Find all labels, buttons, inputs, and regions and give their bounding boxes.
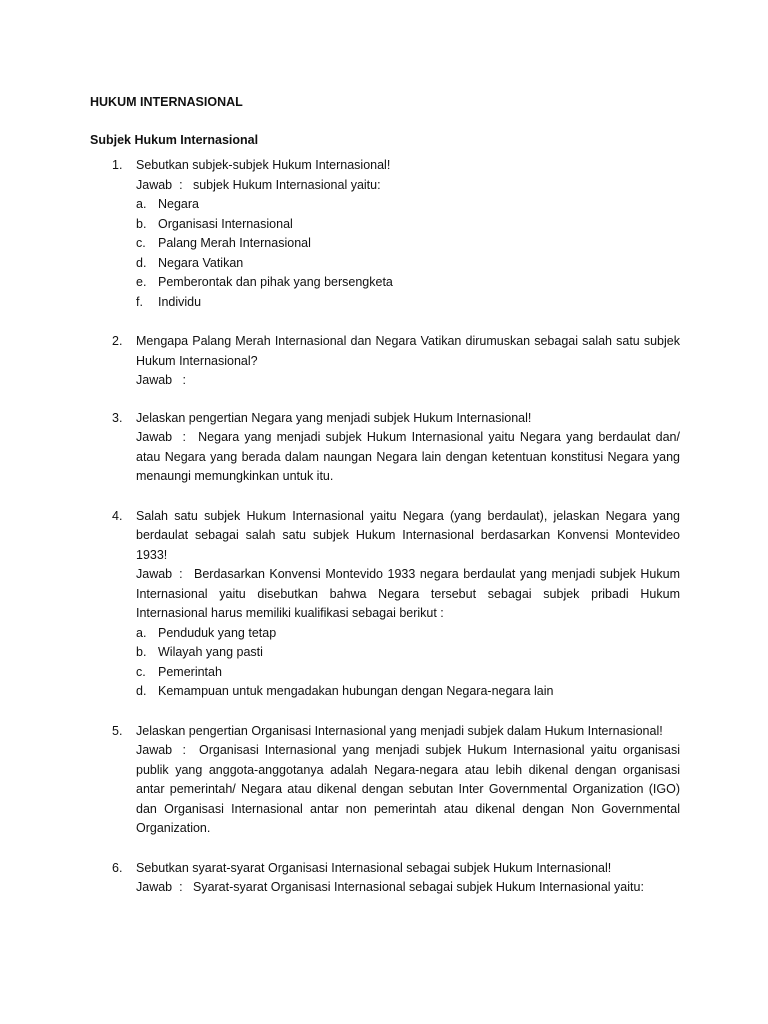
list-letter: e. [136, 275, 147, 289]
question-text: Sebutkan subjek-subjek Hukum Internasional! [136, 158, 391, 172]
answer-text: Berdasarkan Konvensi Montevido 1933 negara berdaulat yang menjadi subjek Hukum Internasional yaitu disebutkan bahwa Negara tersebut sebagai subjek pribadi Hukum Internasional harus memiliki kualifikasi sebagai berikut : [136, 567, 680, 620]
list-letter: b. [136, 645, 147, 659]
list-item-text: Penduduk yang tetap [158, 625, 277, 640]
list-letter: b. [136, 216, 147, 231]
list-item [136, 215, 680, 235]
answer-text: subjek Hukum Internasional yaitu: [192, 177, 381, 192]
answer-list [136, 624, 680, 702]
question-text: Mengapa Palang Merah Internasional dan Negara Vatikan dirumuskan sebagai salah satu subjek Hukum Internasional? [136, 334, 680, 368]
list-item-text: Organisasi Internasional [158, 216, 293, 231]
list-item-text: Negara [158, 197, 199, 211]
list-letter: a. [136, 625, 147, 640]
list-letter: f. [136, 294, 143, 309]
answer [136, 176, 680, 196]
question-1 [90, 156, 680, 312]
document-title: HUKUM INTERNASIONAL [90, 95, 243, 109]
list-item [136, 234, 680, 254]
question-5 [90, 722, 680, 839]
list-letter: c. [136, 236, 146, 250]
answer [136, 741, 680, 839]
answer-text: Organisasi Internasional yang menjadi subjek Hukum Internasional yaitu organisasi publik yang anggota-anggotanya adalah Negara-negara atau lebih dikenal dengan organisasi antar pemerintah/ Negara atau dikenal dengan sebutan Inter Governmental Organization (IGO) dan Organisasi Internasional antar non pemerintah atau dikenal dengan Non Governmental Organization. [136, 743, 680, 835]
list-item [136, 195, 680, 215]
list-letter: a. [136, 197, 147, 211]
answer [136, 371, 680, 391]
question-6 [90, 859, 680, 898]
list-item-text: Individu [158, 294, 202, 309]
list-item [136, 663, 680, 683]
list-letter: c. [136, 664, 146, 679]
question-text: Sebutkan syarat-syarat Organisasi Internasional sebagai subjek Hukum Internasional! [136, 860, 612, 875]
question-number: 6. [112, 860, 123, 875]
question-number: 1. [112, 158, 123, 172]
question-number: 5. [112, 723, 123, 738]
list-item [136, 254, 680, 274]
answer [136, 878, 680, 898]
answer-text: Negara yang menjadi subjek Hukum Internasional yaitu Negara yang berdaulat dan/ atau Negara yang berada dalam naungan Negara lain dengan ketentuan konstitusi Negara yang menaungi memungkinkan untuk itu. [136, 430, 680, 483]
question-text: Jelaskan pengertian Negara yang menjadi subjek Hukum Internasional! [136, 410, 532, 425]
list-item [136, 624, 680, 644]
question-text: Jelaskan pengertian Organisasi Internasional yang menjadi subjek dalam Hukum Internasional! [136, 723, 663, 738]
list-item-text: Kemampuan untuk mengadakan hubungan dengan Negara-negara lain [158, 684, 554, 698]
answer-label: Jawab : [136, 880, 190, 894]
answer [136, 565, 680, 624]
list-letter: d. [136, 684, 147, 698]
answer [136, 428, 680, 487]
question-number: 3. [112, 410, 123, 425]
answer-list [136, 195, 680, 312]
answer-label: Jawab : [136, 430, 193, 444]
list-item [136, 643, 680, 663]
answer-label: Jawab : [136, 743, 193, 757]
question-text: Salah satu subjek Hukum Internasional yaitu Negara (yang berdaulat), jelaskan Negara yang berdaulat sebagai salah satu subjek Hukum Internasional berdasarkan Konvensi Montevideo 1933! [136, 508, 680, 562]
question-number: 2. [112, 334, 123, 348]
question-4 [90, 507, 680, 702]
list-item-text: Palang Merah Internasional [158, 236, 311, 250]
list-item [136, 273, 680, 293]
list-item-text: Pemerintah [158, 664, 222, 679]
answer-label: Jawab : [136, 373, 193, 387]
list-letter: d. [136, 255, 147, 270]
list-item [136, 293, 680, 313]
document-page [90, 92, 680, 898]
question-2 [90, 332, 680, 391]
answer-label: Jawab : [136, 567, 190, 581]
answer-text: Syarat-syarat Organisasi Internasional sebagai subjek Hukum Internasional yaitu: [192, 880, 644, 894]
list-item-text: Wilayah yang pasti [158, 645, 263, 659]
list-item-text: Negara Vatikan [158, 255, 244, 270]
list-item [136, 682, 680, 702]
answer-label: Jawab : [136, 177, 190, 192]
question-3 [90, 409, 680, 487]
document-subtitle: Subjek Hukum Internasional [90, 133, 259, 147]
list-item-text: Pemberontak dan pihak yang bersengketa [158, 275, 393, 289]
question-number: 4. [112, 508, 123, 523]
